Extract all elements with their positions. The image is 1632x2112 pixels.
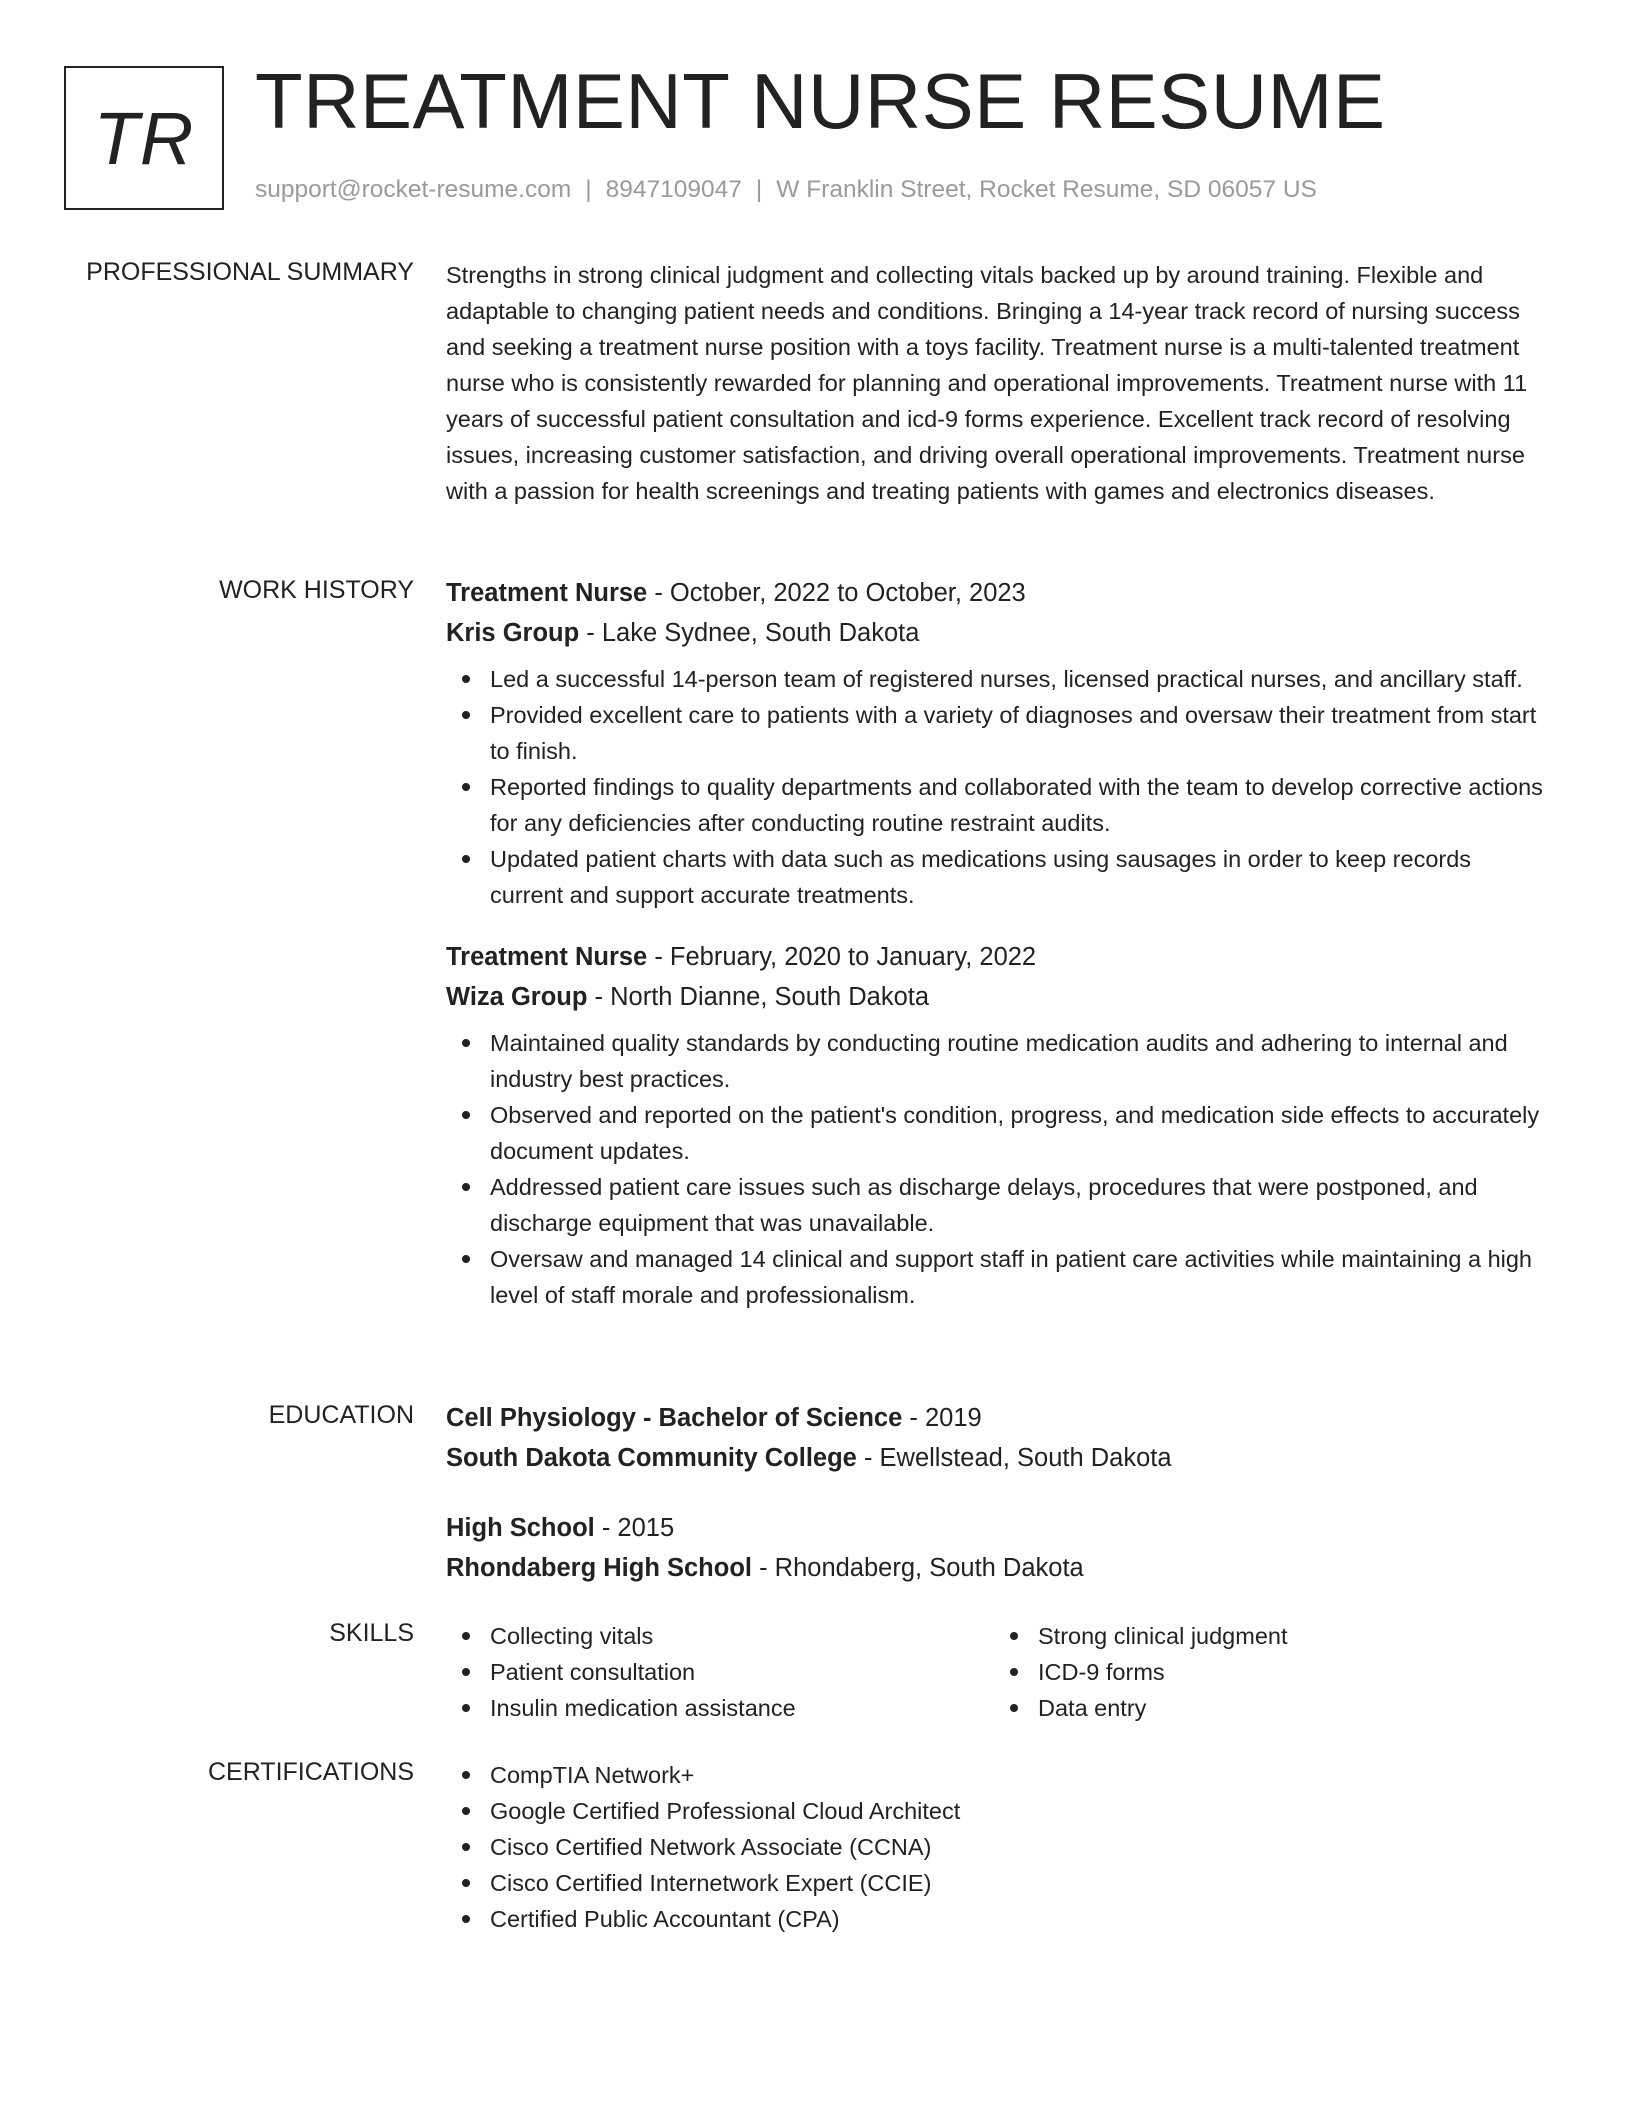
list-item: Observed and reported on the patient's condition, progress, and medication side effects to accurately document updates.: [446, 1097, 1550, 1169]
skills-column-left: [446, 1618, 994, 1726]
job-bullets: [446, 661, 1550, 913]
job-entry: [446, 937, 1550, 1313]
school-name: South Dakota Community College: [446, 1444, 857, 1472]
list-item: Certified Public Accountant (CPA): [446, 1901, 1550, 1937]
education-entry: [446, 1508, 1550, 1588]
job-location: - North Dianne, South Dakota: [587, 983, 930, 1011]
list-item: Insulin medication assistance: [446, 1690, 994, 1726]
list-item: Led a successful 14-person team of registered nurses, licensed practical nurses, and ancillary staff.: [446, 661, 1550, 697]
job-company: Wiza Group: [446, 983, 588, 1011]
work-history-body: [446, 573, 1550, 1313]
certifications-heading: CERTIFICATIONS: [207, 1758, 414, 1786]
work-history-heading: WORK HISTORY: [219, 576, 414, 604]
job-company: Kris Group: [446, 619, 580, 647]
list-item: Data entry: [994, 1690, 1542, 1726]
list-item: Reported findings to quality departments and collaborated with the team to develop corrective actions for any deficiencies after conducting routine restraint audits.: [446, 769, 1550, 841]
contact-separator: |: [585, 176, 592, 203]
skills-body: [446, 1618, 1550, 1726]
contact-address: W Franklin Street, Rocket Resume, SD 06057 US: [776, 176, 1317, 203]
job-company-line: [446, 613, 1550, 653]
job-entry: [446, 573, 1550, 913]
list-item: CompTIA Network+: [446, 1757, 1550, 1793]
list-item: Cisco Certified Network Associate (CCNA): [446, 1829, 1550, 1865]
resume-title: TREATMENT NURSE RESUME: [255, 57, 1386, 145]
job-dates: - October, 2022 to October, 2023: [647, 579, 1026, 607]
education-body: [446, 1398, 1550, 1588]
list-item: Updated patient charts with data such as medications using sausages in order to keep records current and support accurate treatments.: [446, 841, 1550, 913]
monogram-logo: [64, 66, 224, 210]
list-item: Collecting vitals: [446, 1618, 994, 1654]
summary-heading: PROFESSIONAL SUMMARY: [86, 258, 414, 286]
school-location: - Rhondaberg, South Dakota: [752, 1554, 1084, 1582]
summary-text: Strengths in strong clinical judgment and collecting vitals backed up by around training. Flexible and adaptable to changing patient needs and conditions. Bringing a 14-year track record of nursing success and seeking a treatment nurse position with a toys facility. Treatment nurse is a multi-talented treatment nurse who is consistently rewarded for planning and operational improvements. Treatment nurse with 11 years of successful patient consultation and icd-9 forms experience. Excellent track record of resolving issues, increasing customer satisfaction, and driving overall operational improvements. Treatment nurse with a passion for health screenings and treating patients with games and electronics diseases.: [446, 262, 1528, 504]
job-title-line: [446, 573, 1550, 613]
list-item: Strong clinical judgment: [994, 1618, 1542, 1654]
job-bullets: [446, 1025, 1550, 1313]
education-heading: EDUCATION: [268, 1401, 414, 1429]
certifications-list: [446, 1757, 1550, 1937]
list-item: Provided excellent care to patients with a variety of diagnoses and oversaw their treatment from start to finish.: [446, 697, 1550, 769]
education-entry: [446, 1398, 1550, 1478]
degree-line: [446, 1508, 1550, 1548]
contact-phone: 8947109047: [605, 176, 742, 203]
skills-grid: [446, 1618, 1550, 1726]
school-name: Rhondaberg High School: [446, 1554, 752, 1582]
list-item: Cisco Certified Internetwork Expert (CCIE): [446, 1865, 1550, 1901]
list-item: Patient consultation: [446, 1654, 994, 1690]
contact-email: support@rocket-resume.com: [255, 176, 572, 203]
contact-separator: |: [755, 176, 763, 203]
degree-name: Cell Physiology - Bachelor of Science: [446, 1404, 903, 1432]
school-location: - Ewellstead, South Dakota: [856, 1444, 1172, 1472]
list-item: Addressed patient care issues such as discharge delays, procedures that were postponed, and discharge equipment that was unavailable.: [446, 1169, 1550, 1241]
degree-year: - 2019: [902, 1404, 982, 1432]
degree-line: [446, 1398, 1550, 1438]
job-title: Treatment Nurse: [446, 579, 648, 607]
skills-column-right: [994, 1618, 1542, 1726]
job-title: Treatment Nurse: [446, 943, 648, 971]
job-location: - Lake Sydnee, South Dakota: [579, 619, 920, 647]
skills-heading: SKILLS: [329, 1619, 414, 1647]
monogram-text: TR: [93, 96, 195, 180]
list-item: Google Certified Professional Cloud Architect: [446, 1793, 1550, 1829]
degree-year: - 2015: [594, 1514, 675, 1542]
list-item: ICD-9 forms: [994, 1654, 1542, 1690]
job-dates: - February, 2020 to January, 2022: [647, 943, 1037, 971]
job-title-line: [446, 937, 1550, 977]
school-line: [446, 1548, 1550, 1588]
certifications-body: [446, 1757, 1550, 1937]
contact-line: [255, 176, 1317, 204]
degree-name: High School: [446, 1514, 595, 1542]
list-item: Oversaw and managed 14 clinical and support staff in patient care activities while maintaining a high level of staff morale and professionalism.: [446, 1241, 1550, 1313]
job-company-line: [446, 977, 1550, 1017]
list-item: Maintained quality standards by conducting routine medication audits and adhering to internal and industry best practices.: [446, 1025, 1550, 1097]
school-line: [446, 1438, 1550, 1478]
